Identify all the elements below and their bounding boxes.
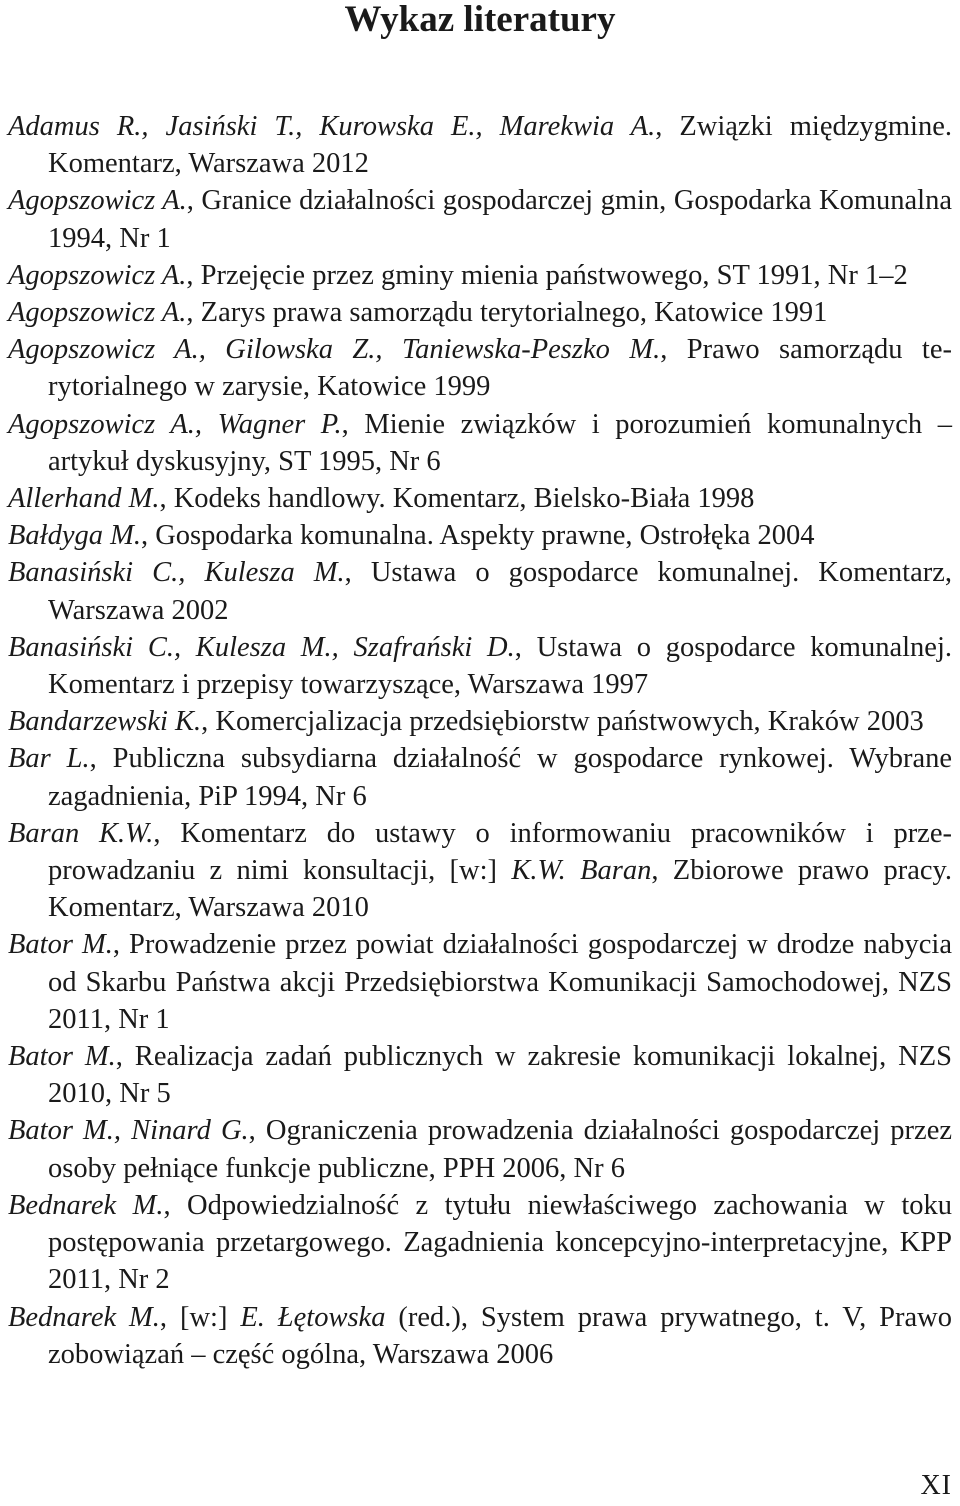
entry-text: , Zarys prawa samorządu terytorialnego, Katowice 1991 bbox=[186, 297, 828, 329]
bibliography-entry bbox=[8, 926, 952, 1038]
entry-text-continued: (red.), System prawa prywatnego, t. V, Prawo zobowiązań – część ogólna, Warszawa 2006 bbox=[48, 1301, 952, 1370]
entry-authors: Bator M. bbox=[8, 929, 113, 961]
entry-text: , Ustawa o gospodarce komunalnej. Komentarz i przepisy towarzyszące, Warszawa 1997 bbox=[48, 631, 952, 701]
entry-authors: Bałdyga M. bbox=[8, 520, 141, 552]
bibliography-entry bbox=[8, 703, 952, 740]
bibliography-entry bbox=[8, 554, 952, 628]
entry-editor: E. Łętowska bbox=[240, 1301, 386, 1333]
entry-authors: Bandarzewski K. bbox=[8, 706, 202, 738]
bibliography-entry bbox=[8, 1187, 952, 1299]
bibliography-entry bbox=[8, 294, 952, 331]
bibliography-entry bbox=[8, 182, 952, 256]
entry-text: , Komercjalizacja przedsiębiorstw państwowych, Kraków 2003 bbox=[201, 706, 924, 738]
entry-authors: Banasiński C., Kulesza M. bbox=[8, 557, 345, 589]
bibliography-entry bbox=[8, 740, 952, 814]
bibliography-entry bbox=[8, 1038, 952, 1112]
bibliography-entry bbox=[8, 1112, 952, 1186]
entry-text-continued: , Zbiorowe prawo pracy. Komentarz, Warszawa 2010 bbox=[48, 855, 953, 924]
entry-editor: K.W. Baran bbox=[511, 855, 652, 887]
entry-text: , Mienie związków i porozumień komunalnych – artykuł dyskusyjny, ST 1995, Nr 6 bbox=[48, 408, 952, 477]
entry-authors: Bator M. bbox=[8, 1041, 116, 1073]
entry-text: , [w:] bbox=[159, 1301, 241, 1333]
entry-authors: Agopszowicz A., Wagner P. bbox=[8, 408, 342, 440]
bibliography-entry bbox=[8, 331, 952, 405]
entry-text: , Odpowiedzialność z tytułu niewłaściwego zachowania w toku postępowania przetargowego. Zagadnienia koncepcyjno-interpretacyjne, KPP 2011, Nr 2 bbox=[48, 1189, 952, 1296]
entry-authors: Agopszowicz A. bbox=[8, 259, 187, 291]
entry-authors: Adamus R., Jasiński T., Kurowska E., Marekwia A. bbox=[8, 111, 656, 142]
entry-text: , Związki międzygmine. Komentarz, Warszawa 2012 bbox=[48, 111, 953, 180]
entry-text: , Prowadzenie przez powiat działalności gospodarczej w drodze nabycia od Skarbu Państwa akcji Przedsiębiorstwa Komunikacji Samochodowej, NZS 2011, Nr 1 bbox=[48, 929, 952, 1035]
entry-authors: Agopszowicz A. bbox=[8, 185, 187, 217]
entry-text: , Ustawa o gospodarce komunalnej. Komentarz, Warszawa 2002 bbox=[48, 557, 952, 626]
entry-authors: Bednarek M. bbox=[8, 1301, 160, 1333]
bibliography-list bbox=[8, 108, 952, 1373]
bibliography-entry bbox=[8, 1299, 952, 1373]
entry-text: , Przejęcie przez gminy mienia państwowego, ST 1991, Nr 1–2 bbox=[186, 259, 908, 291]
entry-text: , Publiczna subsydiarna działalność w gospodarce rynkowej. Wybrane zagadnienia, PiP 1994, Nr 6 bbox=[48, 743, 953, 812]
bibliography-entry bbox=[8, 406, 952, 480]
entry-authors: Allerhand M. bbox=[8, 483, 160, 515]
entry-authors: Banasiński C., Kulesza M., Szafrański D. bbox=[8, 631, 515, 663]
bibliography-entry bbox=[8, 257, 952, 294]
entry-text: , Komentarz do ustawy o informowaniu pracowników i przeprowadzaniu z nimi konsultacji, [w:] bbox=[48, 817, 952, 887]
entry-authors: Agopszowicz A. bbox=[8, 297, 187, 329]
entry-text: , Granice działalności gospodarczej gmin, Gospodarka Komunalna 1994, Nr 1 bbox=[48, 185, 953, 254]
entry-text: , Prawo samorządu terytorialnego w zarysie, Katowice 1999 bbox=[48, 334, 952, 403]
bibliography-entry bbox=[8, 480, 952, 517]
bibliography-entry bbox=[8, 108, 952, 182]
bibliography-entry bbox=[8, 815, 952, 927]
entry-text: , Ograniczenia prowadzenia działalności gospodarczej przez osoby pełniące funkcje publiczne, PPH 2006, Nr 6 bbox=[48, 1115, 953, 1184]
entry-authors: Bednarek M. bbox=[8, 1189, 164, 1221]
entry-authors: Baran K.W. bbox=[8, 817, 154, 849]
entry-authors: Bar L. bbox=[8, 743, 90, 775]
entry-text: , Gospodarka komunalna. Aspekty prawne, Ostrołęka 2004 bbox=[140, 520, 815, 552]
entry-authors: Agopszowicz A., Gilowska Z., Taniewska-Peszko M. bbox=[8, 334, 661, 366]
entry-authors: Bator M., Ninard G. bbox=[8, 1115, 249, 1147]
entry-text: , Realizacja zadań publicznych w zakresie komunikacji lokalnej, NZS 2010, Nr 5 bbox=[48, 1041, 952, 1110]
entry-text: , Kodeks handlowy. Komentarz, Bielsko-Biała 1998 bbox=[159, 483, 755, 515]
bibliography-entry bbox=[8, 517, 952, 554]
page-title: Wykaz literatury bbox=[344, 0, 616, 40]
bibliography-entry bbox=[8, 629, 952, 703]
page-number: XI bbox=[920, 1470, 952, 1501]
